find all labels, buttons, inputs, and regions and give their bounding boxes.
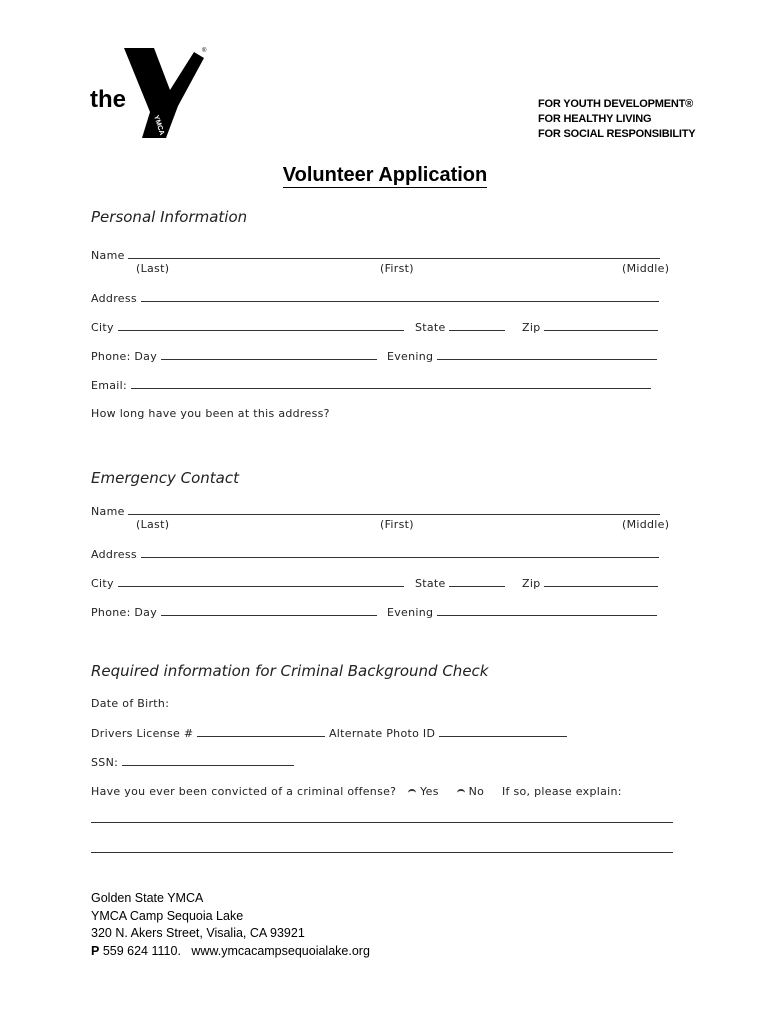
personal-name-line[interactable] (128, 248, 660, 259)
emergency-first-label: (First) (380, 518, 414, 531)
emergency-address-field[interactable] (91, 547, 659, 561)
background-license-line[interactable] (197, 726, 325, 737)
emergency-city-field[interactable] (91, 576, 404, 590)
personal-zip-field[interactable] (522, 320, 658, 334)
background-convicted-row (91, 785, 622, 798)
emergency-name-label: Name (91, 505, 125, 518)
personal-city-label: City (91, 321, 114, 334)
background-explain-label: If so, please explain: (501, 785, 622, 798)
emergency-state-field[interactable] (415, 576, 505, 590)
emergency-address-label: Address (91, 548, 137, 561)
logo-reg-mark: ® (202, 48, 207, 54)
emergency-phone-day-label: Phone: Day (91, 606, 157, 619)
personal-email-line[interactable] (131, 378, 651, 389)
background-ssn-line[interactable] (122, 755, 294, 766)
emergency-zip-field[interactable] (522, 576, 658, 590)
emergency-last-label: (Last) (136, 518, 170, 531)
personal-city-line[interactable] (118, 320, 404, 331)
emergency-name-line[interactable] (128, 504, 660, 515)
footer-org: Golden State YMCA (91, 891, 204, 905)
personal-city-field[interactable] (91, 320, 404, 334)
footer-street: 320 N. Akers Street, Visalia, CA 93921 (91, 926, 305, 940)
background-yes-label: Yes (420, 785, 439, 798)
background-no-label: No (468, 785, 485, 798)
footer-website-link[interactable]: www.ymcacampsequoialake.org (191, 943, 370, 958)
emergency-name-field[interactable] (91, 504, 660, 518)
personal-last-label: (Last) (136, 262, 170, 275)
personal-state-field[interactable] (415, 320, 505, 334)
emergency-evening-label: Evening (387, 606, 434, 619)
personal-phone-day-label: Phone: Day (91, 350, 157, 363)
background-ssn-field[interactable] (91, 755, 294, 769)
personal-first-label: (First) (380, 262, 414, 275)
tagline-living: FOR HEALTHY LIVING (538, 113, 652, 125)
emergency-evening-line[interactable] (437, 605, 657, 616)
emergency-phone-day-field[interactable] (91, 605, 377, 619)
personal-how-long-label: How long have you been at this address? (91, 407, 330, 420)
personal-state-line[interactable] (449, 320, 505, 331)
personal-name-field[interactable] (91, 248, 660, 262)
section-background-heading: Required information for Criminal Background Check (91, 662, 489, 680)
personal-evening-field[interactable] (387, 349, 657, 363)
yes-checkbox-icon[interactable] (408, 789, 416, 795)
personal-name-label: Name (91, 249, 125, 262)
personal-phone-day-line[interactable] (161, 349, 377, 360)
page-title: Volunteer Application (282, 164, 488, 186)
personal-address-line[interactable] (141, 291, 659, 302)
tagline-responsibility: FOR SOCIAL RESPONSIBILITY (538, 128, 696, 140)
section-emergency-heading: Emergency Contact (91, 469, 239, 487)
explain-line-2[interactable] (91, 852, 673, 853)
emergency-city-line[interactable] (118, 576, 404, 587)
emergency-middle-label: (Middle) (622, 518, 670, 531)
personal-address-field[interactable] (91, 291, 659, 305)
footer-address-block (91, 890, 370, 960)
ymca-logo (88, 44, 218, 142)
background-alt-id-label: Alternate Photo ID (328, 727, 436, 740)
emergency-zip-line[interactable] (544, 576, 658, 587)
personal-middle-label: (Middle) (622, 262, 670, 275)
footer-contact (91, 943, 370, 961)
background-convicted-label: Have you ever been convicted of a criminal offense? (91, 785, 397, 798)
section-personal-heading: Personal Information (91, 208, 248, 226)
tagline-youth: FOR YOUTH DEVELOPMENT® (538, 98, 694, 110)
personal-phone-day-field[interactable] (91, 349, 377, 363)
personal-zip-line[interactable] (544, 320, 658, 331)
personal-state-label: State (415, 321, 446, 334)
personal-address-label: Address (91, 292, 137, 305)
footer-phone: 559 624 1110. (102, 943, 181, 958)
footer-phone-prefix: P (91, 943, 100, 958)
background-ssn-label: SSN: (91, 756, 119, 769)
background-license-field[interactable] (91, 726, 567, 740)
personal-email-field[interactable] (91, 378, 651, 392)
no-checkbox-icon[interactable] (457, 789, 465, 795)
background-alt-id-line[interactable] (439, 726, 567, 737)
explain-line-1[interactable] (91, 822, 673, 823)
emergency-zip-label: Zip (522, 577, 541, 590)
emergency-state-line[interactable] (449, 576, 505, 587)
personal-evening-label: Evening (387, 350, 434, 363)
emergency-city-label: City (91, 577, 114, 590)
personal-email-label: Email: (91, 379, 128, 392)
logo-wordmark: the (90, 86, 126, 113)
personal-evening-line[interactable] (437, 349, 657, 360)
footer-camp: YMCA Camp Sequoia Lake (91, 908, 244, 923)
logo-letters: YMCA (152, 114, 166, 137)
emergency-state-label: State (415, 577, 446, 590)
emergency-address-line[interactable] (141, 547, 659, 558)
personal-zip-label: Zip (522, 321, 541, 334)
background-dob-label: Date of Birth: (91, 697, 170, 710)
emergency-phone-day-line[interactable] (161, 605, 377, 616)
background-license-label: Drivers License # (91, 727, 194, 740)
emergency-evening-field[interactable] (387, 605, 657, 619)
